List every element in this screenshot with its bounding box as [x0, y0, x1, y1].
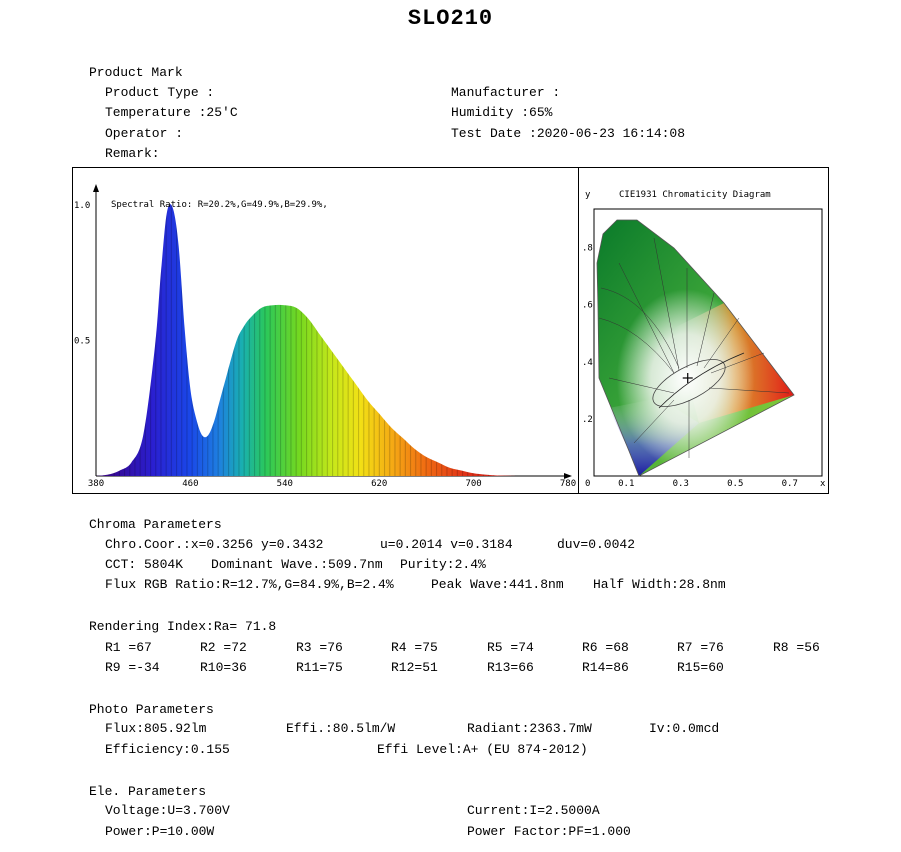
cie-horseshoe [597, 220, 794, 476]
r-value: R7 =76 [677, 640, 724, 655]
spectrum-stripe [493, 205, 494, 476]
spectrum-stripe [301, 205, 302, 476]
spectrum-stripe [467, 205, 468, 476]
spectrum-stripe [114, 205, 115, 476]
spectrum-stripe [524, 205, 525, 476]
spectrum-stripe [270, 205, 271, 476]
remark: Remark: [105, 146, 160, 161]
cie-x-tick-label: 0.5 [727, 479, 744, 489]
spectrum-stripe [296, 205, 297, 476]
cie-y-tick-label: .2 [582, 414, 593, 425]
spectrum-stripe [140, 205, 141, 476]
r-value: R11=75 [296, 660, 343, 675]
spectrum-stripe [394, 205, 395, 476]
spectrum-stripe [348, 205, 349, 476]
spectrum-stripe [171, 205, 172, 476]
spectrum-y-arrow [93, 184, 99, 192]
spectrum-stripe [368, 205, 369, 476]
spectrum-stripe [358, 205, 359, 476]
spectrum-stripe [327, 205, 328, 476]
spectrum-stripe [452, 205, 453, 476]
spectrum-stripe [530, 205, 531, 476]
spectrum-stripe [285, 205, 286, 476]
spectrum-x-tick-label: 380 [87, 479, 105, 489]
spectrum-stripe [426, 205, 427, 476]
spectrum-stripe [504, 205, 505, 476]
spectrum-stripe [311, 205, 312, 476]
r-value: R13=66 [487, 660, 534, 675]
spectrum-stripe [415, 205, 416, 476]
chroma-heading: Chroma Parameters [89, 517, 222, 532]
spectrum-stripe [186, 205, 187, 476]
spectrum-stripe [280, 205, 281, 476]
spectrum-stripe [545, 205, 546, 476]
r-value: R5 =74 [487, 640, 534, 655]
r-value: R10=36 [200, 660, 247, 675]
spectrum-stripe [316, 205, 317, 476]
spectrum-stripe [457, 205, 458, 476]
spectrum-stripe [218, 205, 219, 476]
cie-x-tick-label: 0.1 [618, 479, 635, 489]
charts-frame [72, 167, 829, 494]
photo-effi-level: Effi Level:A+ (EU 874-2012) [377, 742, 588, 757]
r-value: R15=60 [677, 660, 724, 675]
spectrum-stripe [228, 205, 229, 476]
spectrum-stripe [254, 205, 255, 476]
spectrum-stripe [566, 205, 567, 476]
spectrum-y-tick-label: 1.0 [74, 201, 91, 211]
cie-y-tick-label: .4 [582, 357, 593, 368]
r-value: R9 =-34 [105, 660, 160, 675]
spectrum-stripe [192, 205, 193, 476]
spectrum-stripe [509, 205, 510, 476]
operator: Operator : [105, 126, 184, 141]
spectrum-stripe [488, 205, 489, 476]
spectrum-stripe [441, 205, 442, 476]
r-value: R14=86 [582, 660, 629, 675]
cie-title: CIE1931 Chromaticity Diagram [619, 190, 771, 200]
humidity: Humidity :65% [451, 105, 553, 120]
chroma-uv: u=0.2014 v=0.3184 [380, 537, 513, 552]
cie-y-tick-label: .8 [582, 243, 593, 254]
spectrum-stripe [166, 205, 167, 476]
chroma-cct: CCT: 5804K [105, 557, 184, 572]
cie-chart [579, 168, 829, 493]
cie-white-region [597, 220, 794, 476]
spectrum-stripe [238, 205, 239, 476]
spectrum-stripe [176, 205, 177, 476]
spectrum-stripe [363, 205, 364, 476]
spectrum-y-tick-label: 0.5 [74, 336, 91, 347]
chroma-duv: duv=0.0042 [557, 537, 636, 552]
spectrum-stripe [405, 205, 406, 476]
spectrum-stripe [431, 205, 432, 476]
r-value: R8 =56 [773, 640, 820, 655]
photo-iv: Iv:0.0mcd [649, 721, 720, 736]
photo-efficiency: Efficiency:0.155 [105, 742, 230, 757]
photo-flux: Flux:805.92lm [105, 721, 207, 736]
temperature: Temperature :25'C [105, 105, 238, 120]
cie-y-tick-label: .6 [582, 300, 593, 311]
spectrum-stripe [275, 205, 276, 476]
r-value: R4 =75 [391, 640, 438, 655]
spectrum-stripe [342, 205, 343, 476]
spectrum-stripe [420, 205, 421, 476]
spectrum-stripe [540, 205, 541, 476]
cie-y-label: y [585, 190, 591, 200]
spectrum-stripe [108, 205, 109, 476]
spectrum-stripe [129, 205, 130, 476]
spectrum-stripe [264, 205, 265, 476]
photo-radiant: Radiant:2363.7mW [467, 721, 592, 736]
spectrum-chart [73, 168, 578, 493]
spectrum-stripe [155, 205, 156, 476]
spectrum-stripe [561, 205, 562, 476]
product-type: Product Type : [105, 85, 215, 100]
ele-current: Current:I=2.5000A [467, 803, 600, 818]
spectrum-x-tick-label: 540 [276, 479, 293, 489]
spectrum-stripe [124, 205, 125, 476]
spectrum-stripe [98, 205, 99, 476]
ele-pf: Power Factor:PF=1.000 [467, 824, 631, 839]
spectral-ratio-annotation: Spectral Ratio: R=20.2%,G=49.9%,B=29.9%, [111, 200, 328, 210]
spectrum-stripe [181, 205, 182, 476]
spectrum-stripe [389, 205, 390, 476]
photo-effi: Effi.:80.5lm/W [286, 721, 396, 736]
spectrum-stripe [322, 205, 323, 476]
spectrum-stripe [223, 205, 224, 476]
spectrum-stripe [353, 205, 354, 476]
chroma-half-width: Half Width:28.8nm [593, 577, 726, 592]
r-value: R12=51 [391, 660, 438, 675]
spectrum-stripe [410, 205, 411, 476]
spectrum-stripe [134, 205, 135, 476]
spectrum-stripe [233, 205, 234, 476]
spectrum-stripe [556, 205, 557, 476]
rendering-heading: Rendering Index:Ra= 71.8 [89, 619, 277, 634]
spectrum-stripe [400, 205, 401, 476]
spectrum-stripe [535, 205, 536, 476]
spectrum-stripe [259, 205, 260, 476]
spectrum-x-ticks [88, 479, 576, 489]
r-value: R6 =68 [582, 640, 629, 655]
chroma-coor: Chro.Coor.:x=0.3256 y=0.3432 [105, 537, 324, 552]
report-title: SLO210 [407, 6, 494, 31]
spectrum-stripe [446, 205, 447, 476]
spectrum-stripe [550, 205, 551, 476]
r-value: R3 =76 [296, 640, 343, 655]
cie-x-tick-label: 0.7 [781, 479, 798, 489]
spectrum-stripe [514, 205, 515, 476]
cie-x-tick-label: 0 [585, 479, 591, 489]
spectrum-x-tick-label: 780 [559, 479, 577, 489]
cie-x-label: x [820, 479, 826, 489]
product-mark-label: Product Mark [89, 65, 183, 80]
spectrum-stripe [244, 205, 245, 476]
spectrum-x-tick-label: 460 [182, 479, 199, 489]
spectrum-stripe [306, 205, 307, 476]
r-value: R2 =72 [200, 640, 247, 655]
manufacturer: Manufacturer : [451, 85, 561, 100]
spectrum-stripe [498, 205, 499, 476]
cie-x-tick-label: 0.3 [672, 479, 689, 489]
spectrum-stripe [472, 205, 473, 476]
spectrum-stripe [119, 205, 120, 476]
ele-heading: Ele. Parameters [89, 784, 207, 799]
spectrum-stripe [462, 205, 463, 476]
chroma-purity: Purity:2.4% [400, 557, 486, 572]
spectrum-stripe [478, 205, 479, 476]
spectrum-stripe [197, 205, 198, 476]
spectrum-stripe [519, 205, 520, 476]
ele-voltage: Voltage:U=3.700V [105, 803, 230, 818]
chroma-peak: Peak Wave:441.8nm [431, 577, 564, 592]
chroma-dominant: Dominant Wave.:509.7nm [211, 557, 383, 572]
spectrum-stripe [103, 205, 104, 476]
spectrum-stripe [207, 205, 208, 476]
spectrum-stripe [332, 205, 333, 476]
spectrum-stripe [436, 205, 437, 476]
spectrum-stripe [150, 205, 151, 476]
spectrum-stripe [379, 205, 380, 476]
spectrum-y-ticks [74, 201, 90, 347]
spectrum-stripe [374, 205, 375, 476]
spectrum-stripe [384, 205, 385, 476]
spectrum-stripe [483, 205, 484, 476]
spectrum-stripe [337, 205, 338, 476]
spectrum-x-tick-label: 620 [371, 479, 388, 489]
spectrum-x-tick-label: 700 [465, 479, 482, 489]
spectrum-stripe [202, 205, 203, 476]
spectrum-stripe [212, 205, 213, 476]
chroma-flux-ratio: Flux RGB Ratio:R=12.7%,G=84.9%,B=2.4% [105, 577, 394, 592]
spectrum-stripe [145, 205, 146, 476]
r-value: R1 =67 [105, 640, 152, 655]
spectrum-stripe [249, 205, 250, 476]
test-date: Test Date :2020-06-23 16:14:08 [451, 126, 686, 141]
ele-power: Power:P=10.00W [105, 824, 215, 839]
photo-heading: Photo Parameters [89, 702, 214, 717]
spectrum-stripe [160, 205, 161, 476]
spectrum-stripe [290, 205, 291, 476]
